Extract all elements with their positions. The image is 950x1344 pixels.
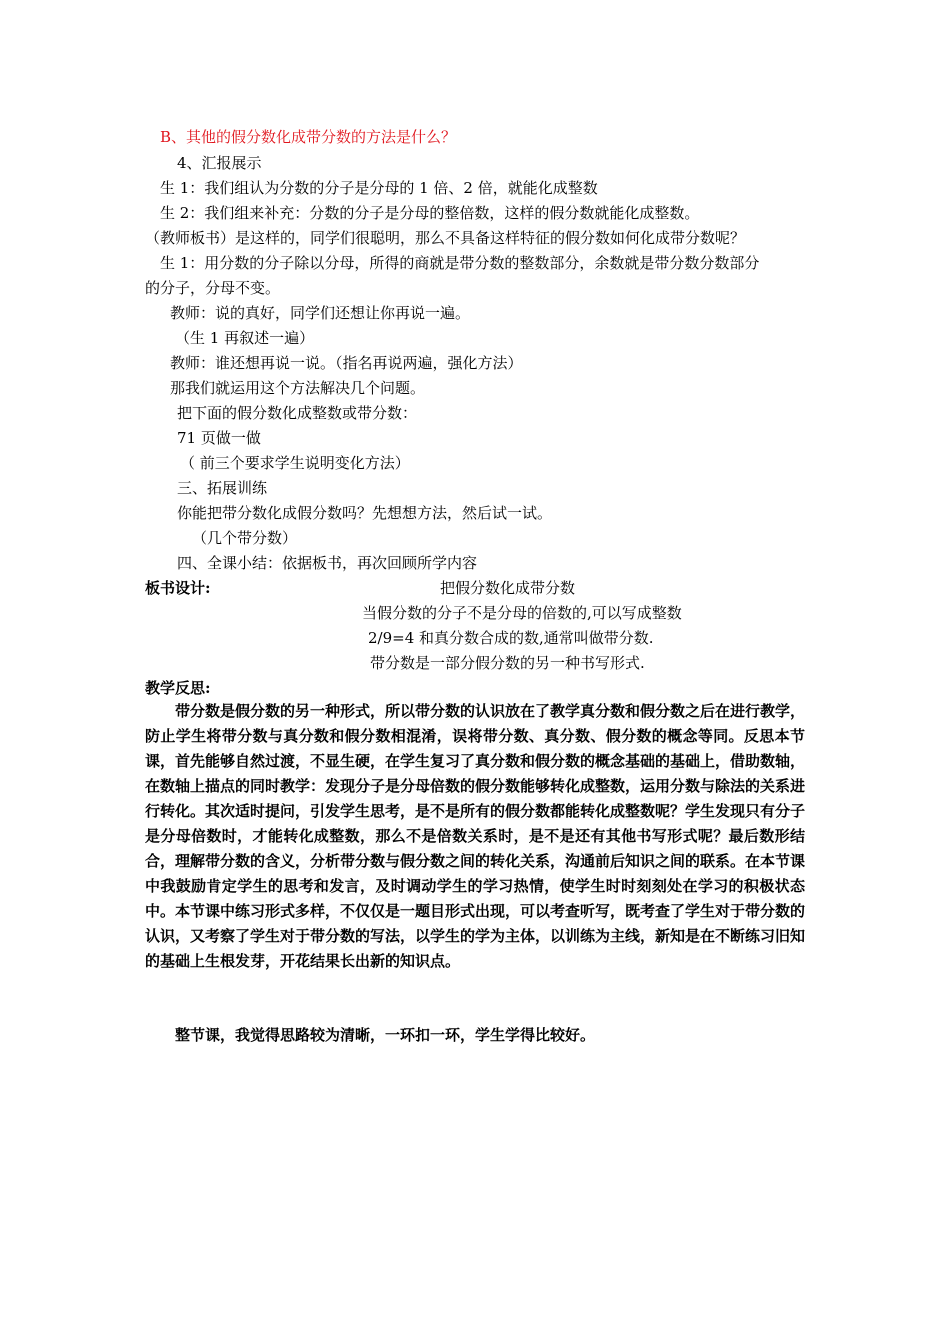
reflection-paragraph-1: 带分数是假分数的另一种形式，所以带分数的认识放在了教学真分数和假分数之后在进行教学，防止学生将带分数与真分数和假分数相混淆，误将带分数、真分数、假分数的概念等同。反思本节课，首先能够自然过渡，不显生硬，在学生复习了真分数和假分数的概念基础的基础上，借助数轴，在数轴上描点的同时教学：发现分子是分母倍数的假分数能够转化成整数，运用分数与除法的关系进行转化。其次适时提问，引发学生思考，是不是所有的假分数都能转化成整数呢？学生发现只有分子是分母倍数时，才能转化成整数，那么不是倍数关系时，是不是还有其他书写形式呢？最后数形结合，理解带分数的含义，分析带分数与假分数之间的转化关系，沟通前后知识之间的联系。在本节课中我鼓励肯定学生的思考和发言，及时调动学生的学习热情，使学生时时刻刻处在学习的积极状态中。本节课中练习形式多样，不仅仅是一题目形式出现，可以考查听写，既考查了学生对于带分数的认识，又考察了学生对于带分数的写法，以学生的学为主体，以训练为主线，新知是在不断练习旧知的基础上生根发芽，开花结果长出新的知识点。 [145,702,806,970]
step-4-heading: 4、汇报展示 [177,154,262,172]
page-exercise-line: 71 页做一做 [177,429,261,447]
part4-summary: 四、全课小结：依据板书，再次回顾所学内容 [177,554,478,572]
reflection-paragraph-2: 整节课，我觉得思路较为清晰，一环扣一环，学生学得比较好。 [175,1026,596,1044]
board-title: 把假分数化成带分数 [440,579,576,597]
few-fractions-note: （几个带分数） [192,529,298,547]
question-line: 你能把带分数化成假分数吗？先想想方法，然后试一试。 [177,504,553,522]
section-b-heading: B、其他的假分数化成带分数的方法是什么？ [160,128,457,146]
apply-line: 那我们就运用这个方法解决几个问题。 [170,379,426,397]
board-line-1: 当假分数的分子不是分母的倍数的,可以写成整数 [362,604,682,622]
student2-line: 生 2：我们组来补充：分数的分子是分母的整倍数，这样的假分数就能化成整数。 [160,204,700,222]
repeat-note: （生 1 再叙述一遍） [175,329,315,347]
explain-note: （ 前三个要求学生说明变化方法） [180,454,410,472]
part3-heading: 三、拓展训练 [177,479,268,497]
teacher-board-line: （教师板书）是这样的，同学们很聪明，那么不具备这样特征的假分数如何化成带分数呢？ [145,229,746,247]
task-line: 把下面的假分数化成整数或带分数： [177,404,418,422]
student1-method-line1: 生 1：用分数的分子除以分母，所得的商就是带分数的整数部分，余数就是带分数分数部分 [160,254,760,272]
board-line-2: 2/9=4 和真分数合成的数,通常叫做带分数. [368,629,654,647]
student1-line: 生 1：我们组认为分数的分子是分母的 1 倍、2 倍，就能化成整数 [160,179,598,197]
student1-method-line2: 的分子，分母不变。 [145,279,281,297]
board-line-3: 带分数是一部分假分数的另一种书写形式. [370,654,645,672]
board-design-label: 板书设计: [145,579,211,597]
reflection-label: 教学反思: [145,679,211,697]
teacher-ask-line: 教师：谁还想再说一说。（指名再说两遍，强化方法） [170,354,523,372]
teacher-praise-line: 教师：说的真好，同学们还想让你再说一遍。 [170,304,471,322]
